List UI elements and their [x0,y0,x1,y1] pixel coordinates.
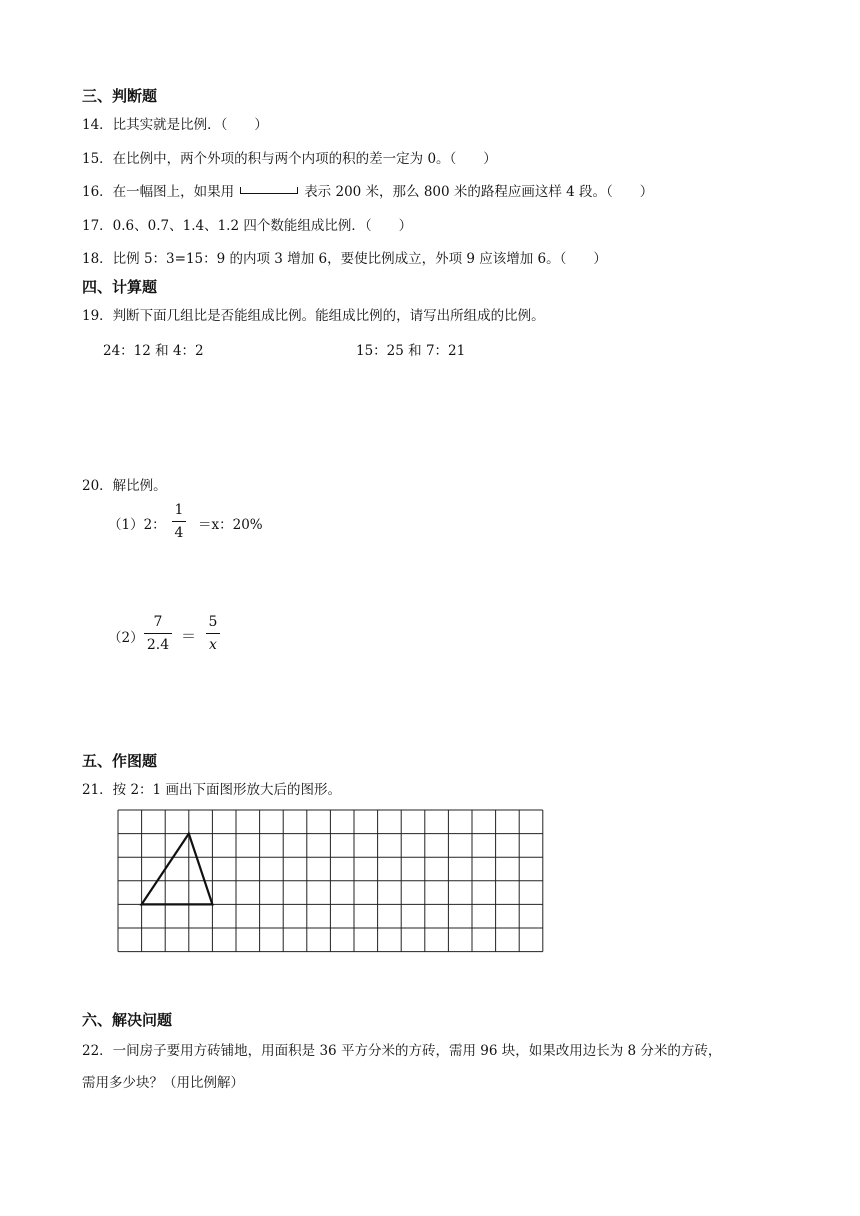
fraction-denominator: x [209,637,217,653]
question-19: 19．判断下面几组比是否能组成比例。能组成比例的，请写出所组成的比例。 [82,308,545,324]
section-heading-drawing: 五、作图题 [82,752,158,770]
fraction-bar [206,633,220,634]
fraction-numerator: 7 [153,614,163,630]
question-22-line1: 22．一间房子要用方砖铺地，用面积是 36 平方分米的方砖，需用 96 块，如果改用边长为 8 分米的方砖， [82,1043,722,1059]
question-16 [82,180,653,200]
fraction-right [206,614,220,653]
question-19-pair-b: 15：25 和 7：21 [356,343,466,359]
question-19-pair-a: 24：12 和 4：2 [103,343,204,359]
equals-sign: ＝ [181,627,197,645]
fraction-bar [144,633,172,634]
question-22-line2: 需用多少块？（用比例解） [82,1075,244,1091]
section-heading-problem-solving: 六、解决问题 [82,1011,173,1029]
triangle-shape [142,834,213,905]
question-20: 20．解比例。 [82,478,167,494]
section-heading-calculation: 四、计算题 [82,278,158,296]
drawing-grid [117,809,545,999]
question-20-1-prefix: （1）2： [108,517,166,533]
fraction-one-quarter [172,502,186,541]
question-15: 15．在比例中，两个外项的积与两个内项的积的差一定为 0。（ ） [82,151,497,167]
fraction-denominator: 2.4 [146,637,170,653]
scale-segment-icon [240,187,298,194]
fraction-numerator: 1 [174,502,184,518]
question-16-suffix: 表示 200 米，那么 800 米的路程应画这样 4 段。（ ） [304,184,654,200]
question-20-1-suffix: ＝x：20% [198,517,263,533]
fraction-left [144,614,172,653]
grid-lines [118,810,543,952]
question-16-prefix: 16．在一幅图上，如果用 [82,184,235,200]
fraction-bar [172,521,186,522]
fraction-denominator: 4 [174,525,184,541]
question-21: 21．按 2：1 画出下面图形放大后的图形。 [82,782,341,798]
question-17: 17．0.6、0.7、1.4、1.2 四个数能组成比例．（ ） [82,218,413,234]
fraction-numerator: 5 [208,614,218,630]
question-20-2-prefix: （2） [108,630,144,646]
question-18: 18．比例 5：3=15：9 的内项 3 增加 6，要使比例成立，外项 9 应该增加 6。（ ） [82,251,607,267]
question-14: 14．比其实就是比例．（ ） [82,117,268,133]
section-heading-judgment: 三、判断题 [82,87,158,105]
